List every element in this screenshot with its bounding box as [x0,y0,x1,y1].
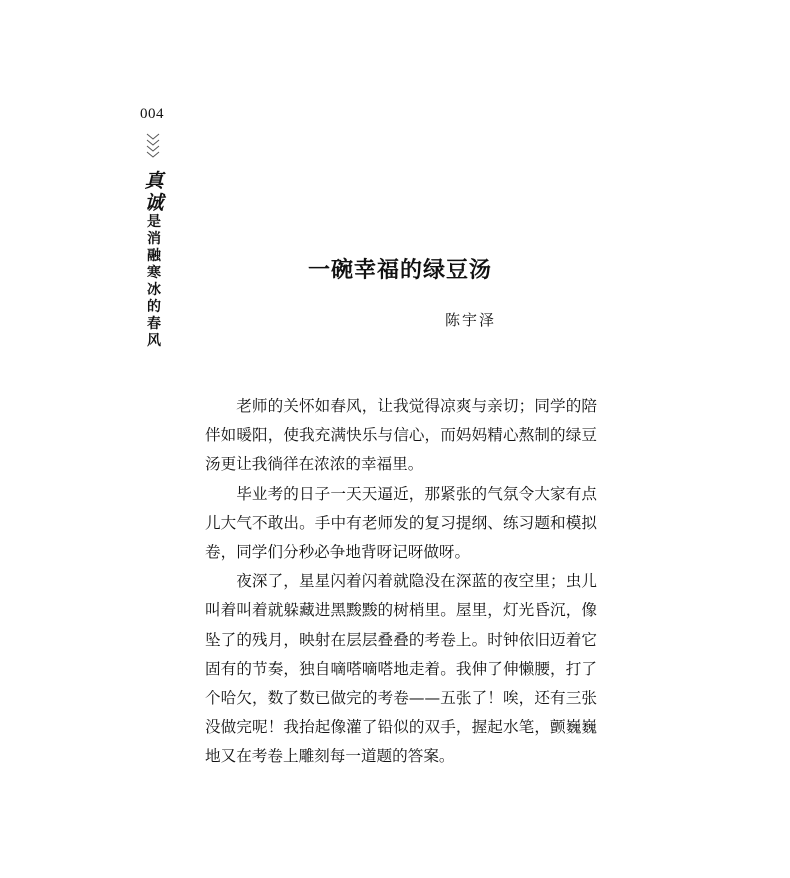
series-title-char: 的 [147,299,161,315]
paragraph: 老师的关怀如春风，让我觉得凉爽与亲切；同学的陪伴如暖阳，使我充满快乐与信心，而妈妈精心熬制的绿豆汤更让我徜徉在浓浓的幸福里。 [205,397,597,474]
series-title-char: 是 [147,214,161,230]
series-title-char: 真 [144,170,164,192]
series-title-char: 消 [147,231,161,247]
series-title-char: 融 [147,248,161,264]
article-author: 陈宇泽 [445,311,497,329]
series-title-char: 寒 [147,265,161,281]
series-title-char: 诚 [144,192,164,214]
article-body [205,392,597,772]
paragraph: 夜深了，星星闪着闪着就隐没在深蓝的夜空里；虫儿叫着叫着就躲藏进黑黢黢的树梢里。屋里，灯光昏沉，像坠了的残月，映射在层层叠叠的考卷上。时钟依旧迈着它固有的节奏，独自嘀嗒嘀嗒地走着。我伸了伸懒腰，打了个哈欠，数了数已做完的考卷——五张了！唉，还有三张没做完呢！我抬起像灌了铅似的双手，握起水笔，颤巍巍地又在考卷上雕刻每一道题的答案。 [205,572,597,766]
series-title-char: 风 [147,333,161,349]
page-number: 004 [140,106,164,122]
paragraph: 毕业考的日子一天天逼近，那紧张的气氛令大家有点儿大气不敢出。手中有老师发的复习提纲、练习题和模拟卷，同学们分秒必争地背呀记呀做呀。 [205,484,597,562]
article-title: 一碗幸福的绿豆汤 [307,256,492,283]
series-title-char: 冰 [147,282,161,298]
series-title-char: 春 [147,316,161,332]
chevron-down-icon [145,132,161,158]
